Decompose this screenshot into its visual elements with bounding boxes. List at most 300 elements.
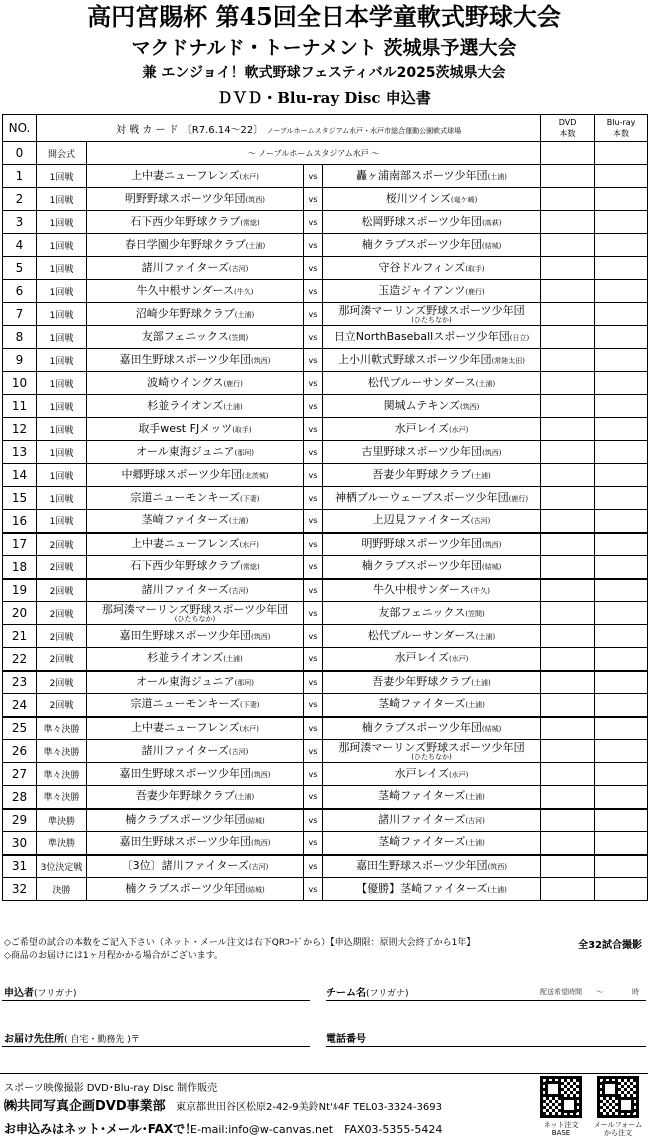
home-team	[87, 303, 304, 326]
dvd-qty-cell[interactable]	[541, 142, 595, 165]
team-city: (結城)	[481, 563, 502, 572]
vs-label: vs	[304, 395, 323, 418]
opening-ceremony-row	[3, 142, 648, 165]
vs-label: vs	[304, 303, 323, 326]
team-city: (結城)	[481, 241, 502, 250]
row-number: 8	[3, 326, 37, 349]
away-team	[323, 533, 541, 556]
vs-label: vs	[304, 372, 323, 395]
dvd-qty-cell[interactable]	[541, 671, 595, 694]
row-number: 13	[3, 441, 37, 464]
team-name: 諸川ファイターズ	[141, 743, 229, 757]
away-team	[323, 809, 541, 832]
row-number: 25	[3, 717, 37, 740]
row-number: 9	[3, 349, 37, 372]
away-team	[323, 832, 541, 855]
team-city: (笠間)	[228, 333, 249, 342]
home-team	[87, 625, 304, 648]
table-row	[3, 234, 648, 257]
dvd-qty-cell[interactable]	[541, 533, 595, 556]
bluray-qty-cell[interactable]	[595, 763, 648, 786]
team-city: (竜ケ崎)	[450, 195, 478, 204]
team-city: (牛久)	[234, 287, 254, 296]
bluray-qty-cell[interactable]	[595, 855, 648, 878]
team-name: 杉並ライオンズ	[147, 398, 224, 412]
dvd-qty-cell[interactable]	[541, 303, 595, 326]
row-number: 5	[3, 257, 37, 280]
row-number: 11	[3, 395, 37, 418]
home-team	[87, 188, 304, 211]
team-name: 上辺見ファイターズ	[372, 513, 471, 527]
home-team	[87, 786, 304, 809]
address-label	[4, 1030, 140, 1045]
title-line-4: ＤＶＤ・Blu-ray Disc 申込書	[217, 89, 431, 107]
dvd-qty-cell[interactable]	[541, 395, 595, 418]
row-number: 22	[3, 648, 37, 671]
team-city: (古河)	[465, 816, 485, 825]
row-number: 20	[3, 602, 37, 625]
table-row	[3, 763, 648, 786]
round-label: 準決勝	[37, 832, 87, 855]
team-city: (古河)	[228, 747, 249, 756]
dvd-qty-cell[interactable]	[541, 786, 595, 809]
table-row	[3, 349, 648, 372]
delivery-time-sep: 〜	[596, 988, 603, 996]
bluray-qty-cell[interactable]	[595, 671, 648, 694]
table-row	[3, 855, 648, 878]
team-city: (鹿行)	[223, 379, 243, 388]
round-label: 準々決勝	[37, 763, 87, 786]
away-team	[323, 234, 541, 257]
team-name: 水戸レイズ	[394, 651, 449, 665]
dvd-qty-cell[interactable]	[541, 556, 595, 579]
applicant-text: 申込者	[4, 988, 34, 999]
vs-label: vs	[304, 418, 323, 441]
bluray-qty-cell[interactable]	[595, 533, 648, 556]
team-name: 中郷野球スポーツ少年団	[121, 467, 243, 481]
round-label: 2回戦	[37, 625, 87, 648]
bluray-qty-cell[interactable]	[595, 487, 648, 510]
bluray-qty-cell[interactable]	[595, 165, 648, 188]
dvd-qty-cell[interactable]	[541, 832, 595, 855]
home-team	[87, 510, 304, 533]
away-team	[323, 556, 541, 579]
round-label: 1回戦	[37, 510, 87, 533]
note-line-2: ◇商品のお届けには1ヶ月程かかる場合がございます。	[4, 951, 223, 961]
match-order-table	[2, 114, 648, 901]
row-number: 26	[3, 740, 37, 763]
team-name: 諸川ファイターズ	[378, 812, 466, 826]
team-city: (牛久)	[470, 586, 490, 595]
team-city: (筑西)	[251, 632, 271, 641]
team-name: 楠クラブスポーツ少年団	[125, 812, 246, 826]
team-name: 明野野球スポーツ少年団	[361, 536, 483, 550]
footer-address: 東京都世田谷区松原2-42-9美鈴Nt'ﾙ4F TEL03-3324-3693	[176, 1102, 442, 1113]
table-row	[3, 533, 648, 556]
home-team	[87, 326, 304, 349]
team-city: (水戸)	[239, 172, 259, 181]
vs-label: vs	[304, 809, 323, 832]
team-name: 嘉田生野球スポーツ少年団	[119, 352, 252, 366]
home-team	[87, 211, 304, 234]
table-row	[3, 671, 648, 694]
team-name: 吾妻少年野球クラブ	[372, 674, 472, 688]
table-row	[3, 395, 648, 418]
dvd-qty-cell[interactable]	[541, 625, 595, 648]
vs-label: vs	[304, 326, 323, 349]
vs-label: vs	[304, 280, 323, 303]
bluray-qty-cell[interactable]	[595, 878, 648, 901]
table-row	[3, 740, 648, 763]
team-name: 日立NorthBaseballスポーツ少年団	[333, 329, 510, 343]
bluray-qty-cell[interactable]	[595, 579, 648, 602]
dvd-qty-cell[interactable]	[541, 234, 595, 257]
phone-label: 電話番号	[326, 1034, 366, 1045]
home-team	[87, 395, 304, 418]
bluray-qty-cell[interactable]	[595, 349, 648, 372]
round-label: 準々決勝	[37, 717, 87, 740]
vs-label: vs	[304, 855, 323, 878]
dvd-qty-cell[interactable]	[541, 855, 595, 878]
table-row	[3, 556, 648, 579]
team-city: (ひたちなか)	[411, 315, 452, 324]
round-label: 準々決勝	[37, 786, 87, 809]
bluray-qty-cell[interactable]	[595, 372, 648, 395]
team-city: (ひたちなか)	[411, 752, 452, 761]
away-team	[323, 464, 541, 487]
team-city: (筑西)	[459, 402, 480, 411]
home-team	[87, 487, 304, 510]
dvd-qty-cell[interactable]	[541, 441, 595, 464]
bluray-qty-cell[interactable]	[595, 625, 648, 648]
total-games-note: 全32試合撮影	[578, 940, 642, 951]
row-number: 10	[3, 372, 37, 395]
qr-code-mail-form-icon[interactable]	[597, 1076, 639, 1118]
round-label: 準決勝	[37, 809, 87, 832]
row-number: 32	[3, 878, 37, 901]
vs-label: vs	[304, 533, 323, 556]
team-name: 宗道ニューモンキーズ	[130, 697, 240, 711]
table-row	[3, 418, 648, 441]
vs-label: vs	[304, 349, 323, 372]
home-team	[87, 579, 304, 602]
phone-field[interactable]	[326, 1046, 646, 1047]
vs-label: vs	[304, 257, 323, 280]
dvd-qty-cell[interactable]	[541, 211, 595, 234]
round-label: 1回戦	[37, 326, 87, 349]
dvd-qty-cell[interactable]	[541, 809, 595, 832]
vs-label: vs	[304, 717, 323, 740]
away-team	[323, 855, 541, 878]
vs-label: vs	[304, 878, 323, 901]
team-name: 桜川ツインズ	[385, 191, 451, 205]
team-city: (水戸)	[239, 540, 259, 549]
team-name: 沼崎少年野球クラブ	[135, 306, 235, 320]
dvd-qty-cell[interactable]	[541, 579, 595, 602]
team-city: (土浦)	[471, 471, 491, 480]
qr1-caption-1: ネット注文	[543, 1121, 579, 1129]
dvd-qty-cell[interactable]	[541, 648, 595, 671]
dvd-qty-cell[interactable]	[541, 326, 595, 349]
team-city: (水戸)	[239, 724, 259, 733]
home-team	[87, 809, 304, 832]
team-name: 水戸レイズ	[394, 421, 449, 435]
address-field[interactable]	[2, 1046, 310, 1047]
round-label: 2回戦	[37, 556, 87, 579]
bluray-qty-cell[interactable]	[595, 832, 648, 855]
bluray-qty-cell[interactable]	[595, 418, 648, 441]
away-team	[323, 487, 541, 510]
vs-label: vs	[304, 464, 323, 487]
dvd-qty-cell[interactable]	[541, 280, 595, 303]
away-team	[323, 395, 541, 418]
round-label: 1回戦	[37, 188, 87, 211]
team-city: (筑西)	[251, 356, 271, 365]
bluray-qty-cell[interactable]	[595, 556, 648, 579]
team-city: (土浦)	[245, 241, 266, 250]
team-city: (土浦)	[471, 678, 491, 687]
dvd-qty-cell[interactable]	[541, 165, 595, 188]
away-team	[323, 740, 541, 763]
team-name: 友部フェニックス	[141, 329, 229, 343]
away-team	[323, 625, 541, 648]
bluray-qty-cell[interactable]	[595, 395, 648, 418]
team-city: (土浦)	[228, 517, 249, 526]
team-city: (土浦)	[465, 839, 485, 848]
team-city: (常陸太田)	[491, 356, 526, 365]
dvd-qty-cell[interactable]	[541, 510, 595, 533]
round-label: 1回戦	[37, 234, 87, 257]
home-team	[87, 418, 304, 441]
away-team	[323, 763, 541, 786]
opening-venue: 〜 ノーブルホームスタジアム水戸 〜	[87, 142, 541, 165]
team-name: 守谷ドルフィンズ	[378, 260, 466, 274]
team-name: 石下西少年野球クラブ	[130, 559, 241, 573]
qr2-caption-1: メールフォーム	[593, 1121, 643, 1129]
row-number: 7	[3, 303, 37, 326]
dvd-qty-cell[interactable]	[541, 878, 595, 901]
header-dvd-unit: 本数	[559, 129, 576, 138]
bluray-qty-cell[interactable]	[595, 740, 648, 763]
vs-label: vs	[304, 832, 323, 855]
team-city: (土浦)	[234, 310, 255, 319]
dvd-qty-cell[interactable]	[541, 694, 595, 717]
team-name: 杉並ライオンズ	[147, 651, 224, 665]
team-name: 茎崎ファイターズ	[141, 513, 229, 527]
dvd-qty-cell[interactable]	[541, 717, 595, 740]
team-name: 吾妻少年野球クラブ	[372, 467, 472, 481]
dvd-qty-cell[interactable]	[541, 418, 595, 441]
team-city: (下妻)	[239, 494, 260, 503]
footer-cta: お申込みはネット･メール･FAXで！	[4, 1122, 198, 1136]
team-city: (古河)	[228, 264, 249, 273]
team-city: (下妻)	[239, 701, 260, 710]
team-city: (北茨城)	[242, 471, 269, 480]
applicant-furigana: (フリガナ)	[34, 989, 77, 999]
vs-label: vs	[304, 786, 323, 809]
round-label: 1回戦	[37, 395, 87, 418]
round-label: 3位決定戦	[37, 855, 87, 878]
team-name: 楠クラブスポーツ少年団	[125, 881, 246, 895]
dvd-qty-cell[interactable]	[541, 602, 595, 625]
team-name: 茎崎ファイターズ	[378, 789, 466, 803]
bluray-qty-cell[interactable]	[595, 441, 648, 464]
vs-label: vs	[304, 556, 323, 579]
bluray-qty-cell[interactable]	[595, 510, 648, 533]
row-number: 6	[3, 280, 37, 303]
team-city: (常総)	[240, 563, 260, 572]
bluray-qty-cell[interactable]	[595, 786, 648, 809]
bluray-qty-cell[interactable]	[595, 809, 648, 832]
applicant-field[interactable]	[2, 1000, 310, 1001]
round-label: 2回戦	[37, 579, 87, 602]
header-dvd-qty	[541, 115, 595, 142]
round-label: 1回戦	[37, 165, 87, 188]
bluray-qty-cell[interactable]	[595, 648, 648, 671]
dvd-qty-cell[interactable]	[541, 372, 595, 395]
dvd-qty-cell[interactable]	[541, 763, 595, 786]
away-team	[323, 211, 541, 234]
team-name: 楠クラブスポーツ少年団	[361, 559, 482, 573]
team-city: (水戸)	[448, 655, 469, 664]
away-team	[323, 441, 541, 464]
home-team	[87, 832, 304, 855]
away-team	[323, 303, 541, 326]
team-city: (土浦)	[487, 885, 507, 894]
vs-label: vs	[304, 487, 323, 510]
team-name: 水戸レイズ	[394, 766, 449, 780]
home-team	[87, 648, 304, 671]
header-venues: ノーブルホームスタジアム水戸・水戸市総合運動公園軟式球場	[266, 126, 462, 135]
home-team	[87, 602, 304, 625]
row-number: 15	[3, 487, 37, 510]
away-team	[323, 349, 541, 372]
dvd-qty-cell[interactable]	[541, 464, 595, 487]
table-row	[3, 211, 648, 234]
away-team	[323, 786, 541, 809]
home-team	[87, 855, 304, 878]
round-label: 2回戦	[37, 602, 87, 625]
vs-label: vs	[304, 211, 323, 234]
team-name: 取手west FJメッツ	[138, 421, 233, 435]
team-city: (土浦)	[223, 655, 243, 664]
bluray-qty-cell[interactable]	[595, 694, 648, 717]
dvd-qty-cell[interactable]	[541, 487, 595, 510]
bluray-qty-cell[interactable]	[595, 326, 648, 349]
round-label: 1回戦	[37, 257, 87, 280]
team-name: 楠クラブスポーツ少年団	[361, 237, 482, 251]
bluray-qty-cell[interactable]	[595, 464, 648, 487]
round-label: 2回戦	[37, 671, 87, 694]
team-name: 嘉田生野球スポーツ少年団	[356, 858, 488, 872]
home-team	[87, 671, 304, 694]
bluray-qty-cell[interactable]	[595, 188, 648, 211]
vs-label: vs	[304, 763, 323, 786]
header-dvd: DVD	[558, 118, 577, 127]
table-row	[3, 832, 648, 855]
home-team	[87, 717, 304, 740]
table-header-row	[3, 115, 648, 142]
team-city: (土浦)	[487, 172, 508, 181]
team-name: 明野野球スポーツ少年団	[124, 191, 246, 205]
team-text: チーム名	[326, 988, 366, 999]
team-name: 石下西少年野球クラブ	[130, 214, 241, 228]
row-number: 12	[3, 418, 37, 441]
table-row	[3, 878, 648, 901]
bluray-qty-cell[interactable]	[595, 303, 648, 326]
row-number: 14	[3, 464, 37, 487]
team-name: 松代ブルーサンダース	[367, 375, 476, 389]
dvd-qty-cell[interactable]	[541, 257, 595, 280]
dvd-qty-cell[interactable]	[541, 740, 595, 763]
row-number: 3	[3, 211, 37, 234]
away-team	[323, 418, 541, 441]
team-name: 上小川軟式野球スポーツ少年団	[338, 352, 492, 366]
dvd-qty-cell[interactable]	[541, 188, 595, 211]
delivery-time-label: 配送希望時間	[540, 988, 582, 996]
team-city: (ひたちなか)	[174, 614, 216, 623]
team-city: (笠間)	[465, 609, 485, 618]
away-team	[323, 188, 541, 211]
team-name: 嘉田生野球スポーツ少年団	[119, 628, 252, 642]
bluray-qty-cell[interactable]	[595, 211, 648, 234]
home-team	[87, 740, 304, 763]
header-bluray-qty	[595, 115, 648, 142]
vs-label: vs	[304, 579, 323, 602]
vs-label: vs	[304, 671, 323, 694]
qr1-caption	[535, 1121, 587, 1137]
away-team	[323, 717, 541, 740]
table-row	[3, 786, 648, 809]
round-label: 決勝	[37, 878, 87, 901]
team-city: (結城)	[481, 724, 502, 733]
away-team	[323, 602, 541, 625]
team-name: 関城ムテキンズ	[383, 398, 460, 412]
bluray-qty-cell[interactable]	[595, 717, 648, 740]
round-label: 1回戦	[37, 487, 87, 510]
away-team	[323, 510, 541, 533]
row-number: 31	[3, 855, 37, 878]
away-team	[323, 165, 541, 188]
bluray-qty-cell[interactable]	[595, 280, 648, 303]
qr-code-net-order-icon[interactable]	[540, 1076, 582, 1118]
dvd-qty-cell[interactable]	[541, 349, 595, 372]
bluray-qty-cell[interactable]	[595, 234, 648, 257]
title-line-2: マクドナルド・トーナメント 茨城県予選大会	[131, 37, 517, 59]
row-number: 1	[3, 165, 37, 188]
row-number: 2	[3, 188, 37, 211]
table-row	[3, 257, 648, 280]
round-label: 2回戦	[37, 694, 87, 717]
table-row	[3, 303, 648, 326]
bluray-qty-cell[interactable]	[595, 142, 648, 165]
round-label: 1回戦	[37, 418, 87, 441]
bluray-qty-cell[interactable]	[595, 257, 648, 280]
team-city: (筑西)	[251, 839, 271, 848]
team-name: 諸川ファイターズ	[141, 582, 229, 596]
home-team	[87, 556, 304, 579]
table-row	[3, 487, 648, 510]
home-team	[87, 694, 304, 717]
vs-label: vs	[304, 234, 323, 257]
team-city: (鹿行)	[465, 287, 485, 296]
team-field[interactable]	[326, 1000, 646, 1001]
team-city: (結城)	[245, 816, 265, 825]
bluray-qty-cell[interactable]	[595, 602, 648, 625]
row-number: 30	[3, 832, 37, 855]
team-name: 神栖ブルーウェーブスポーツ少年団	[334, 490, 509, 504]
header-bluray-unit: 本数	[613, 129, 630, 138]
